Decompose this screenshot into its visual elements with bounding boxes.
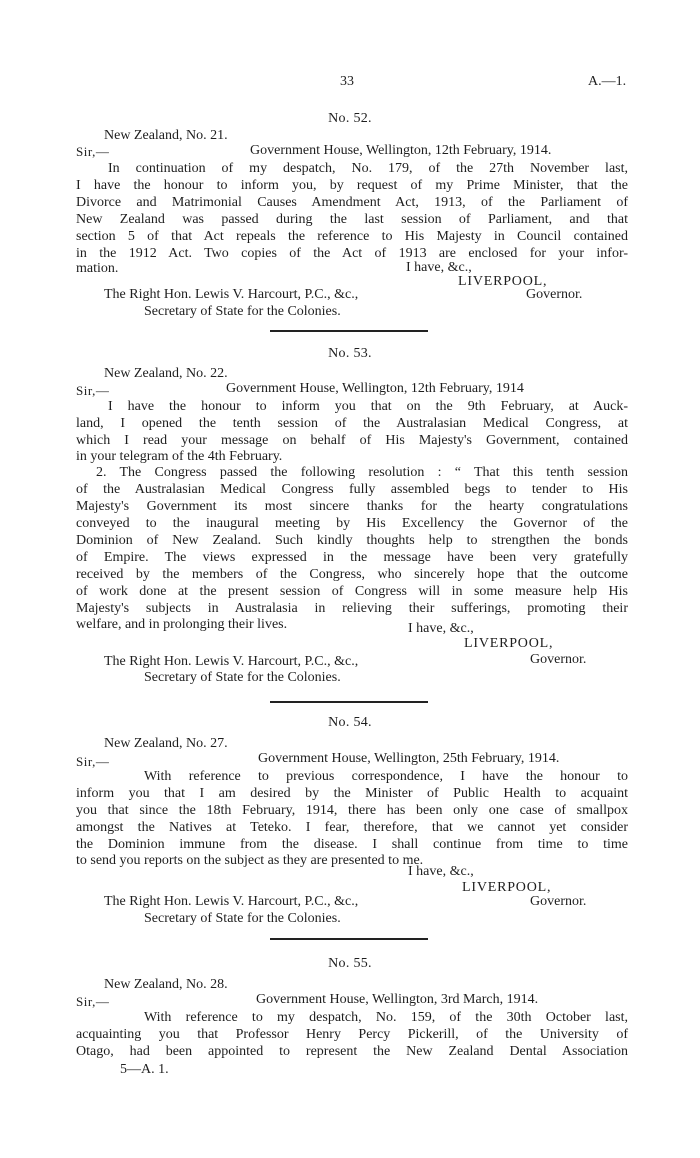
signature-mark: 5—A. 1. (120, 1062, 169, 1077)
body-line: land, I opened the tenth session of the Australasian Medical Congress, at (76, 416, 628, 431)
recipient: The Right Hon. Lewis V. Harcourt, P.C., &c., (104, 894, 359, 909)
salutation: Sir,— (76, 754, 110, 769)
signature: LIVERPOOL, (464, 636, 554, 651)
closing: I have, &c., (408, 864, 474, 879)
section-divider (270, 938, 428, 940)
body-line: With reference to previous correspondence, I have the honour to (144, 769, 628, 784)
signature: LIVERPOOL, (458, 274, 548, 289)
letter-number: No. 53. (328, 346, 372, 361)
body-line: conveyed to the inaugural meeting by His Excellency the Governor of the (76, 516, 628, 531)
body-line: which I read your message on behalf of His Majesty's Government, contained (76, 433, 628, 448)
body-line: Majesty's subjects in Australasia in relieving their sufferings, promoting their (76, 601, 628, 616)
body-line: received by the members of the Congress, who sincerely hope that the outcome (76, 567, 628, 582)
body-line: of Empire. The views expressed in the message have been very gratefully (76, 550, 628, 565)
section-divider (270, 330, 428, 332)
sender-address: Government House, Wellington, 12th February, 1914 (226, 381, 524, 396)
body-line: mation. (76, 261, 119, 276)
body-line: of the Australasian Medical Congress fully assembled begs to tender to His (76, 482, 628, 497)
body-line: I have the honour to inform you, by request of my Prime Minister, that the (76, 178, 628, 193)
document-reference: A.—1. (588, 74, 627, 89)
governor-title: Governor. (530, 894, 587, 909)
body-line: amongst the Natives at Teteko. I fear, therefore, that we cannot yet consider (76, 820, 628, 835)
closing: I have, &c., (408, 621, 474, 636)
recipient: The Right Hon. Lewis V. Harcourt, P.C., &c., (104, 654, 359, 669)
body-line: to send you reports on the subject as they are presented to me. (76, 853, 424, 868)
recipient: The Right Hon. Lewis V. Harcourt, P.C., &c., (104, 287, 359, 302)
governor-title: Governor. (526, 287, 583, 302)
body-line: In continuation of my despatch, No. 179, of the 27th November last, (108, 161, 628, 176)
nz-reference: New Zealand, No. 27. (104, 736, 228, 751)
body-line: of work done at the present session of Congress will in some measure help His (76, 584, 628, 599)
letter-number: No. 52. (328, 111, 372, 126)
sender-address: Government House, Wellington, 3rd March, 1914. (256, 992, 539, 1007)
salutation: Sir,— (76, 994, 110, 1009)
body-line: the Dominion immune from the disease. I shall continue from time to time (76, 837, 628, 852)
body-line: New Zealand was passed during the last session of Parliament, and that (76, 212, 628, 227)
nz-reference: New Zealand, No. 21. (104, 128, 228, 143)
body-line: Otago, had been appointed to represent the New Zealand Dental Association (76, 1044, 628, 1059)
letter-number: No. 55. (328, 956, 372, 971)
body-line: Divorce and Matrimonial Causes Amendment Act, 1913, of the Parliament of (76, 195, 628, 210)
body-line: Majesty's Government its most sincere thanks for the hearty congratulations (76, 499, 628, 514)
body-line: I have the honour to inform you that on the 9th February, at Auck- (108, 399, 628, 414)
sender-address: Government House, Wellington, 12th February, 1914. (250, 143, 552, 158)
nz-reference: New Zealand, No. 28. (104, 977, 228, 992)
sender-address: Government House, Wellington, 25th February, 1914. (258, 751, 560, 766)
body-line: in the 1912 Act. Two copies of the Act of 1913 are enclosed for your infor- (76, 246, 628, 261)
page-number: 33 (340, 74, 354, 89)
body-line: inform you that I am desired by the Minister of Public Health to acquaint (76, 786, 628, 801)
body-line: section 5 of that Act repeals the reference to His Majesty in Council contained (76, 229, 628, 244)
body-line: welfare, and in prolonging their lives. (76, 617, 288, 632)
section-divider (270, 701, 428, 703)
body-line: With reference to my despatch, No. 159, of the 30th October last, (144, 1010, 628, 1025)
salutation: Sir,— (76, 144, 110, 159)
signature: LIVERPOOL, (462, 880, 552, 895)
recipient-office: Secretary of State for the Colonies. (144, 911, 341, 926)
governor-title: Governor. (530, 652, 587, 667)
body-line: in your telegram of the 4th February. (76, 449, 283, 464)
salutation: Sir,— (76, 383, 110, 398)
recipient-office: Secretary of State for the Colonies. (144, 304, 341, 319)
body-line: 2. The Congress passed the following resolution : “ That this tenth session (96, 465, 628, 480)
letter-number: No. 54. (328, 715, 372, 730)
recipient-office: Secretary of State for the Colonies. (144, 670, 341, 685)
body-line: acquainting you that Professor Henry Percy Pickerill, of the University of (76, 1027, 628, 1042)
nz-reference: New Zealand, No. 22. (104, 366, 228, 381)
body-line: you that since the 18th February, 1914, there has been only one case of smallpox (76, 803, 628, 818)
closing: I have, &c., (406, 260, 472, 275)
body-line: Dominion of New Zealand. Such kindly thoughts help to strengthen the bonds (76, 533, 628, 548)
